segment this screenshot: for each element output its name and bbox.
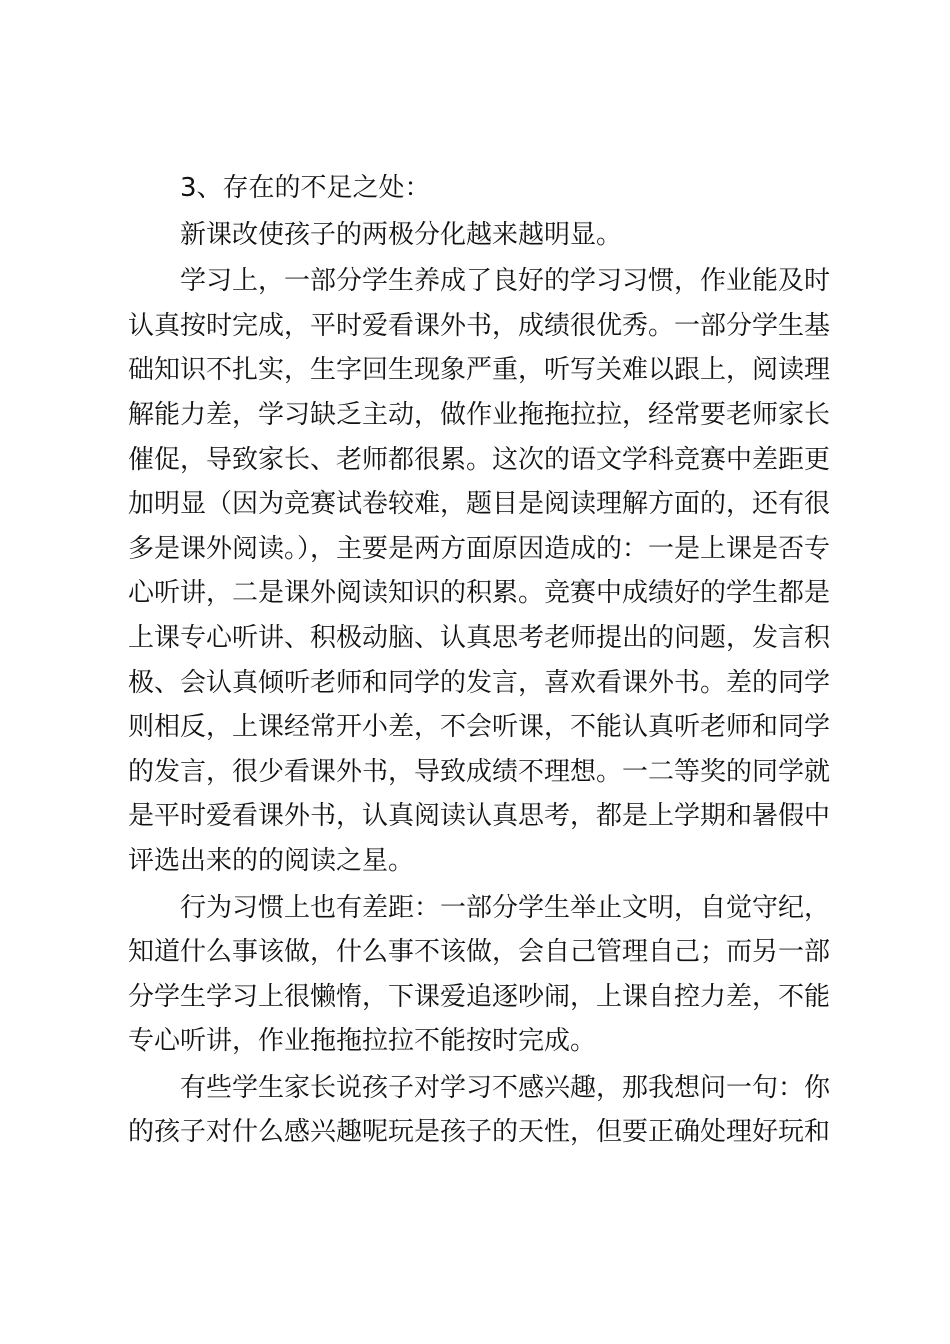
section-heading: 3、存在的不足之处： xyxy=(180,173,431,203)
paragraph-intro: 新课改使孩子的两极分化越来越明显。 xyxy=(180,219,623,250)
document-page xyxy=(128,166,830,1157)
paragraph-study: 学习上，一部分学生养成了良好的学习习惯，作业能及时认真按时完成，平时爱看课外书，成绩很优秀。一部分学生基础知识不扎实，生字回生现象严重，听写关难以跟上，阅读理解能力差，学习缺乏主动，做作业拖拖拉拉，经常要老师家长催促，导致家长、老师都很累。这次的语文学科竞赛中差距更加明显（因为竞赛试卷较难，题目是阅读理解方面的，还有很多是课外阅读。），主要是两方面原因造成的：一是上课是否专心听讲，二是课外阅读知识的积累。竞赛中成绩好的学生都是上课专心听讲、积极动脑、认真思考老师提出的问题，发言积极、会认真倾听老师和同学的发言，喜欢看课外书。差的同学则相反，上课经常开小差，不会听课，不能认真听老师和同学的发言，很少看课外书，导致成绩不理想。一二等奖的同学就是平时爱看课外书，认真阅读认真思考，都是上学期和暑假中评选出来的的阅读之星。 xyxy=(128,266,831,876)
paragraph-interest: 有些学生家长说孩子对学习不感兴趣，那我想问一句：你的孩子对什么感兴趣呢玩是孩子的天性，但要正确处理好玩和 xyxy=(128,1072,831,1148)
paragraph-behavior: 行为习惯上也有差距：一部分学生举止文明，自觉守纪，知道什么事该做，什么事不该做，会自己管理自己；而另一部分学生学习上很懒惰，下课爱追逐吵闹，上课自控力差，不能专心听讲，作业拖拖拉拉不能按时完成。 xyxy=(128,892,831,1057)
